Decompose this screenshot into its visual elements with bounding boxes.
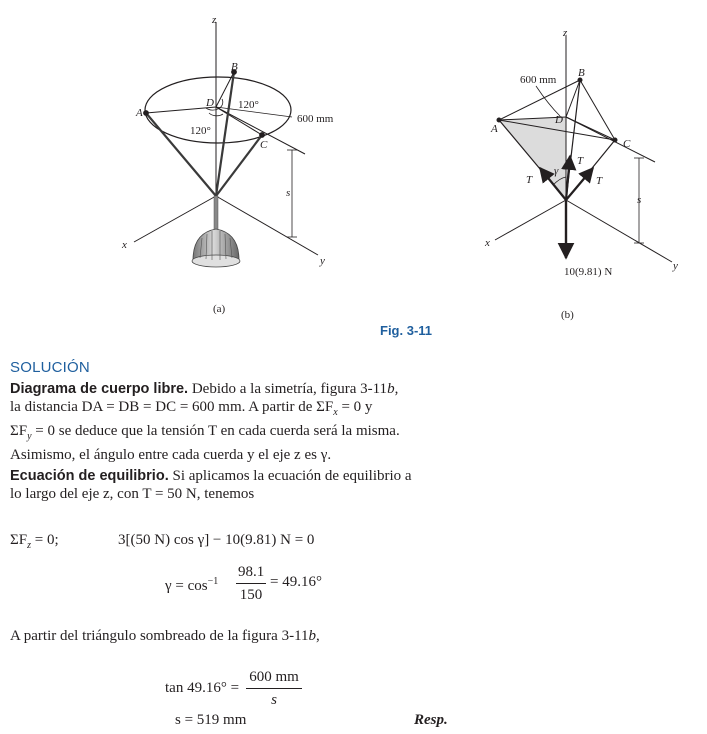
eq1-right: 3[(50 N) cos γ] − 10(9.81) N = 0	[118, 532, 315, 548]
equilibrium-paragraph: Ecuación de equilibrio. Si aplicamos la ecuación de equilibrio a lo largo del eje z, con T = 50 N, tenemos	[10, 467, 456, 503]
solution-heading: SOLUCIÓN	[10, 359, 90, 376]
fbd-line-4: Asimismo, el ángulo entre cada cuerda y el eje z es γ.	[10, 447, 332, 463]
fbd-title: Diagrama de cuerpo libre.	[10, 381, 189, 397]
figure-b-length-label: 600 mm	[520, 74, 557, 86]
figure-a-y-label: y	[320, 255, 325, 267]
figure-a-x-label: x	[122, 239, 127, 251]
figure-b-tension-right: T	[596, 175, 603, 187]
eq3-denominator: s	[271, 692, 277, 708]
figure-b-caption: (b)	[561, 309, 574, 321]
eq2-lhs: $\gamma = \cos^{-1}$	[165, 576, 219, 594]
figure-a-angle-1: 120°	[238, 99, 259, 111]
figure-a-angle-2: 120°	[190, 125, 211, 137]
figure-a-point-b: B	[231, 61, 238, 73]
figure-b-point-b: B	[578, 67, 585, 79]
figure-caption: Fig. 3-11	[380, 323, 433, 338]
eq3-fraction	[246, 668, 302, 709]
fbd-line-2: la distancia DA = DB = DC = 600 mm. A partir de $\Sigma F_x = 0$ y	[10, 399, 373, 418]
figure-b-point-d: D	[555, 114, 563, 126]
resp-label: Resp.	[414, 712, 448, 728]
figure-a-point-a: A	[136, 107, 143, 119]
fbd-line-1: Diagrama de cuerpo libre. Debido a la simetría, figura 3-11b,	[10, 381, 399, 397]
eq2-rhs: = 49.16°	[270, 574, 322, 590]
figure-a-s-label: s	[286, 187, 291, 199]
fbd-line-3: $\Sigma F_y = 0$ se deduce que la tensión T en cada cuerda será la misma.	[10, 423, 400, 442]
figure-b-point-c: C	[623, 138, 631, 150]
equilibrium-title: Ecuación de equilibrio.	[10, 468, 169, 484]
figure-b-gamma: γ	[554, 165, 559, 177]
figure-a-drawing	[134, 22, 318, 255]
figure-a-z-label: z	[212, 14, 217, 26]
figure-a-point-d: D	[206, 97, 214, 109]
figure-b-tension-mid: T	[577, 155, 584, 167]
figure-b-x-axis	[495, 200, 566, 240]
figure-a-caption: (a)	[213, 303, 226, 315]
eq4-result: s = 519 mm	[175, 712, 247, 728]
figure-b-z-label: z	[563, 27, 568, 39]
equilibrium-line-2: lo largo del eje z, con T = 50 N, tenemos	[10, 486, 255, 502]
figure-b-weight-label: 10(9.81) N	[564, 266, 613, 278]
figure-b-y-label: y	[673, 260, 678, 272]
eq3-numerator: 600 mm	[246, 668, 302, 689]
triangle-intro: A partir del triángulo sombreado de la figura 3-11b,	[10, 628, 320, 644]
figure-b-y-axis	[566, 200, 672, 262]
figure-a-point-c: C	[260, 139, 268, 151]
fbd-paragraph	[10, 380, 456, 464]
eq2-numerator: 98.1	[236, 563, 266, 584]
figure-a-support-circle	[145, 77, 291, 143]
eq1-left: $\Sigma F_z = 0$;	[10, 532, 59, 551]
figure-b-s-label: s	[637, 194, 642, 206]
figure-b-point-a: A	[491, 123, 498, 135]
eq3-lhs: tan 49.16° =	[165, 680, 240, 696]
figure-b-tension-left: T	[526, 174, 533, 186]
eq2-denominator: 150	[239, 587, 263, 603]
figure-b-x-label: x	[485, 237, 490, 249]
eq2-fraction	[236, 563, 266, 604]
figure-a-radius-label: 600 mm	[297, 113, 334, 125]
lamp	[192, 196, 240, 267]
